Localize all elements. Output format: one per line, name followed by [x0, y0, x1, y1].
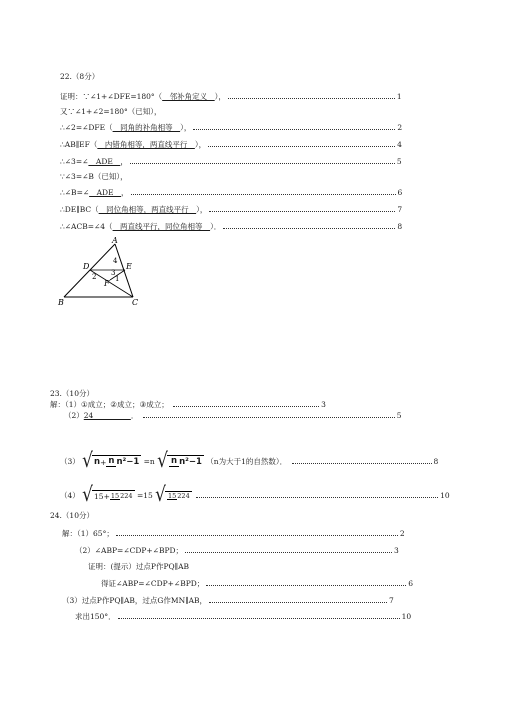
label-D: D: [83, 262, 90, 271]
q22-proof-line: [60, 156, 402, 167]
circle-3-label: ③: [139, 400, 147, 409]
q23-part3: [60, 448, 439, 473]
proof-blank-answer: 两直线平行，同位角相等: [112, 222, 211, 231]
proof-punctuation: ，: [121, 188, 129, 197]
sqrt-lhs: √ 15 + 15224: [82, 482, 133, 507]
label-A: A: [112, 236, 118, 245]
q22-proof-line: [60, 106, 162, 117]
part1-prefix: 解：（1）: [50, 400, 82, 409]
score-mark: 8: [397, 222, 403, 231]
leader-dots: [173, 402, 319, 407]
part1-text: 解：（1）65°；: [62, 529, 114, 538]
fraction-rhs: n n²−1: [171, 456, 202, 467]
q23-part2: [64, 410, 415, 421]
proof-statement: ∴DE∥BC（: [60, 205, 99, 214]
proof-blank-answer: ADE: [88, 157, 121, 166]
q23-part1: [50, 399, 415, 410]
leader-dots: [143, 413, 395, 418]
score-mark: 6: [408, 579, 414, 588]
score-mark: 5: [396, 157, 402, 166]
leader-dots: [209, 598, 387, 603]
q22-triangle-figure: [55, 232, 150, 308]
plus-sign: +: [100, 457, 107, 467]
sqrt-lhs: √ n + n n²−1: [82, 448, 140, 473]
q24-header: 24.（10分）: [50, 511, 94, 520]
score-mark: 6: [397, 188, 403, 197]
part1-claim-3: 成立；: [146, 400, 169, 409]
proof-statement: ∵∠3=∠B（已知），: [60, 172, 128, 181]
proof-statement: ∴∠2=∠DFE（: [60, 123, 113, 132]
angle-3-label: 3: [111, 269, 116, 277]
plus-sign: +: [103, 492, 110, 501]
score-mark: 3: [321, 400, 326, 409]
part2-suffix: ．: [130, 411, 139, 420]
proof-statement: ∴∠B=∠: [60, 188, 90, 197]
sqrt-rhs: √ n n²−1: [157, 448, 202, 473]
q22-proof-line: [60, 187, 402, 198]
proof-blank-answer: 邻补角定义: [162, 92, 215, 101]
part2-prefix: （2）: [64, 411, 84, 420]
leader-dots: [209, 207, 395, 212]
part3-prefix: （3）: [60, 457, 80, 466]
proof-punctuation: ，: [120, 157, 128, 166]
leader-dots: [118, 614, 400, 619]
part1-claim-2: 成立；: [117, 400, 140, 409]
proof-blank-answer: 同角的补角相等: [112, 123, 181, 132]
leader-dots: [131, 190, 396, 195]
score-mark: 2: [399, 529, 405, 538]
leader-dots: [196, 493, 438, 498]
part2-text: （2）∠ABP=∠CDP+∠BPD；: [75, 546, 184, 555]
proof-statement: 证明：∵∠1+∠DFE=180°（: [60, 92, 163, 101]
label-E: E: [126, 262, 132, 271]
angle-1-label: 1: [115, 275, 120, 283]
leader-dots: [223, 224, 395, 229]
q24-proof-result: [101, 578, 414, 589]
proof-statement: 又∵∠1+∠2=180°（已知），: [60, 107, 162, 116]
q22-header: 22.（8分）: [60, 72, 100, 81]
score-mark: 8: [433, 457, 439, 466]
angle-2-label: 2: [92, 273, 97, 281]
proof-blank-answer: 内错角相等，两直线平行: [97, 140, 195, 149]
score-mark: 5: [396, 411, 402, 420]
leader-dots: [116, 531, 398, 536]
circle-2-label: ②: [110, 400, 117, 409]
label-B: B: [58, 298, 64, 307]
proof-statement: ∴∠ACB=∠4（: [60, 222, 113, 231]
fraction-lhs: n n²−1: [108, 456, 140, 467]
q23-part4: [60, 482, 450, 507]
sqrt-lhs-n: n: [94, 457, 101, 468]
proof-punctuation: ）．: [210, 222, 222, 231]
proof-blank-answer: ADE: [89, 188, 122, 197]
score-mark: 10: [440, 491, 450, 500]
score-mark: 1: [396, 92, 402, 101]
proof-statement: ∴AB∥EF（: [60, 140, 98, 149]
q24-proof-hint: 证明：(提示）过点P作PQ∥AB: [88, 562, 190, 571]
proof-punctuation: ），: [194, 140, 207, 149]
score-mark: 10: [401, 612, 412, 621]
leader-dots: [185, 548, 392, 553]
part3-note: （n为大于1的自然数）．: [206, 457, 288, 466]
label-F: F: [104, 279, 110, 288]
q24-part1: [62, 528, 414, 539]
proof-blank-answer: 同位角相等，两直线平行: [98, 205, 197, 214]
proof-punctuation: ），: [180, 123, 192, 132]
leader-dots: [193, 125, 395, 130]
part3-text: （3）过点P作PQ∥AB，过点G作MN∥AB，: [62, 596, 208, 605]
q22-proof-line: [60, 171, 128, 182]
equals-n: =n: [143, 457, 155, 466]
proof-statement: ∴∠3=∠: [60, 157, 89, 166]
angle-4-label: 4: [113, 257, 118, 265]
part4-prefix: （4）: [60, 491, 80, 500]
leader-dots: [206, 581, 406, 586]
score-mark: 7: [389, 596, 394, 605]
leader-dots: [130, 159, 395, 164]
score-mark: 4: [397, 140, 402, 149]
sqrt-rhs: √ 15224: [155, 482, 190, 507]
q24-part3: [62, 595, 414, 606]
part2-answer: 24: [83, 411, 131, 420]
q22-proof-line: [60, 139, 402, 150]
q22-proof-line: [60, 204, 402, 215]
circle-1-label: ①: [81, 400, 88, 409]
leader-dots: [208, 142, 395, 147]
proof-punctuation: ），: [196, 205, 208, 214]
q23-header: 23.（10分）: [50, 389, 94, 398]
score-mark: 2: [397, 123, 403, 132]
leader-dots: [292, 459, 432, 464]
q22-proof-line: [60, 221, 402, 232]
score-mark: 3: [394, 546, 399, 555]
proof-result-text: 得证∠ABP=∠CDP+∠BPD；: [101, 579, 205, 588]
q24-part3-answer: [75, 611, 414, 622]
label-C: C: [132, 298, 139, 307]
q24-part2: [75, 545, 414, 556]
fraction-rhs: 15224: [168, 491, 190, 501]
proof-punctuation: ），: [214, 92, 226, 101]
score-mark: 7: [397, 205, 403, 214]
part1-claim-1: 成立；: [87, 400, 111, 409]
fraction-lhs: 15224: [110, 491, 133, 501]
equals-15: =15: [136, 491, 153, 500]
part3-answer-text: 求出150°．: [75, 612, 116, 621]
q22-proof-line: [60, 122, 402, 133]
leader-dots: [228, 94, 395, 99]
q22-proof-line: [60, 91, 402, 102]
